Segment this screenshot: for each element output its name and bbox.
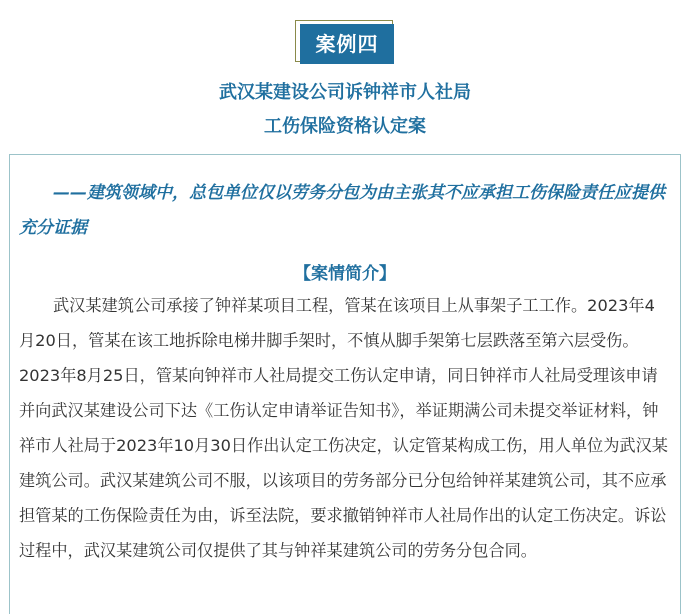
section-heading: 【案情简介】 [294,264,396,284]
case-subtitle: ——建筑领域中，总包单位仅以劳务分包为由主张其不应承担工伤保险责任应提供充分证据 [19,183,665,238]
case-title-line-1: 武汉某建设公司诉钟祥市人社局 [219,82,471,103]
case-badge [295,20,395,64]
case-title-line-2: 工伤保险资格认定案 [264,116,426,137]
case-summary-paragraph: 武汉某建筑公司承接了钟祥某项目工程，管某在该项目上从事架子工工作。2023年4月20日，管某在该工地拆除电梯井脚手架时，不慎从脚手架第七层跌落至第六层受伤。2023年8月25日，管某向钟祥市人社局提交工伤认定申请，同日钟祥市人社局受理该申请并向武汉某建设公司下达《工伤认定申请举证告知书》，举证期满公司未提交举证材料，钟祥市人社局于2023年10月30日作出认定工伤决定，认定管某构成工伤，用人单位为武汉某建筑公司。武汉某建筑公司不服，以该项目的劳务部分已分包给钟祥某建筑公司，其不应承担管某的工伤保险责任为由，诉至法院，要求撤销钟祥市人社局作出的认定工伤决定。诉讼过程中，武汉某建筑公司仅提供了其与钟祥某建筑公司的劳务分包合同。 [19,296,668,560]
case-number-label: 案例四 [300,24,394,64]
